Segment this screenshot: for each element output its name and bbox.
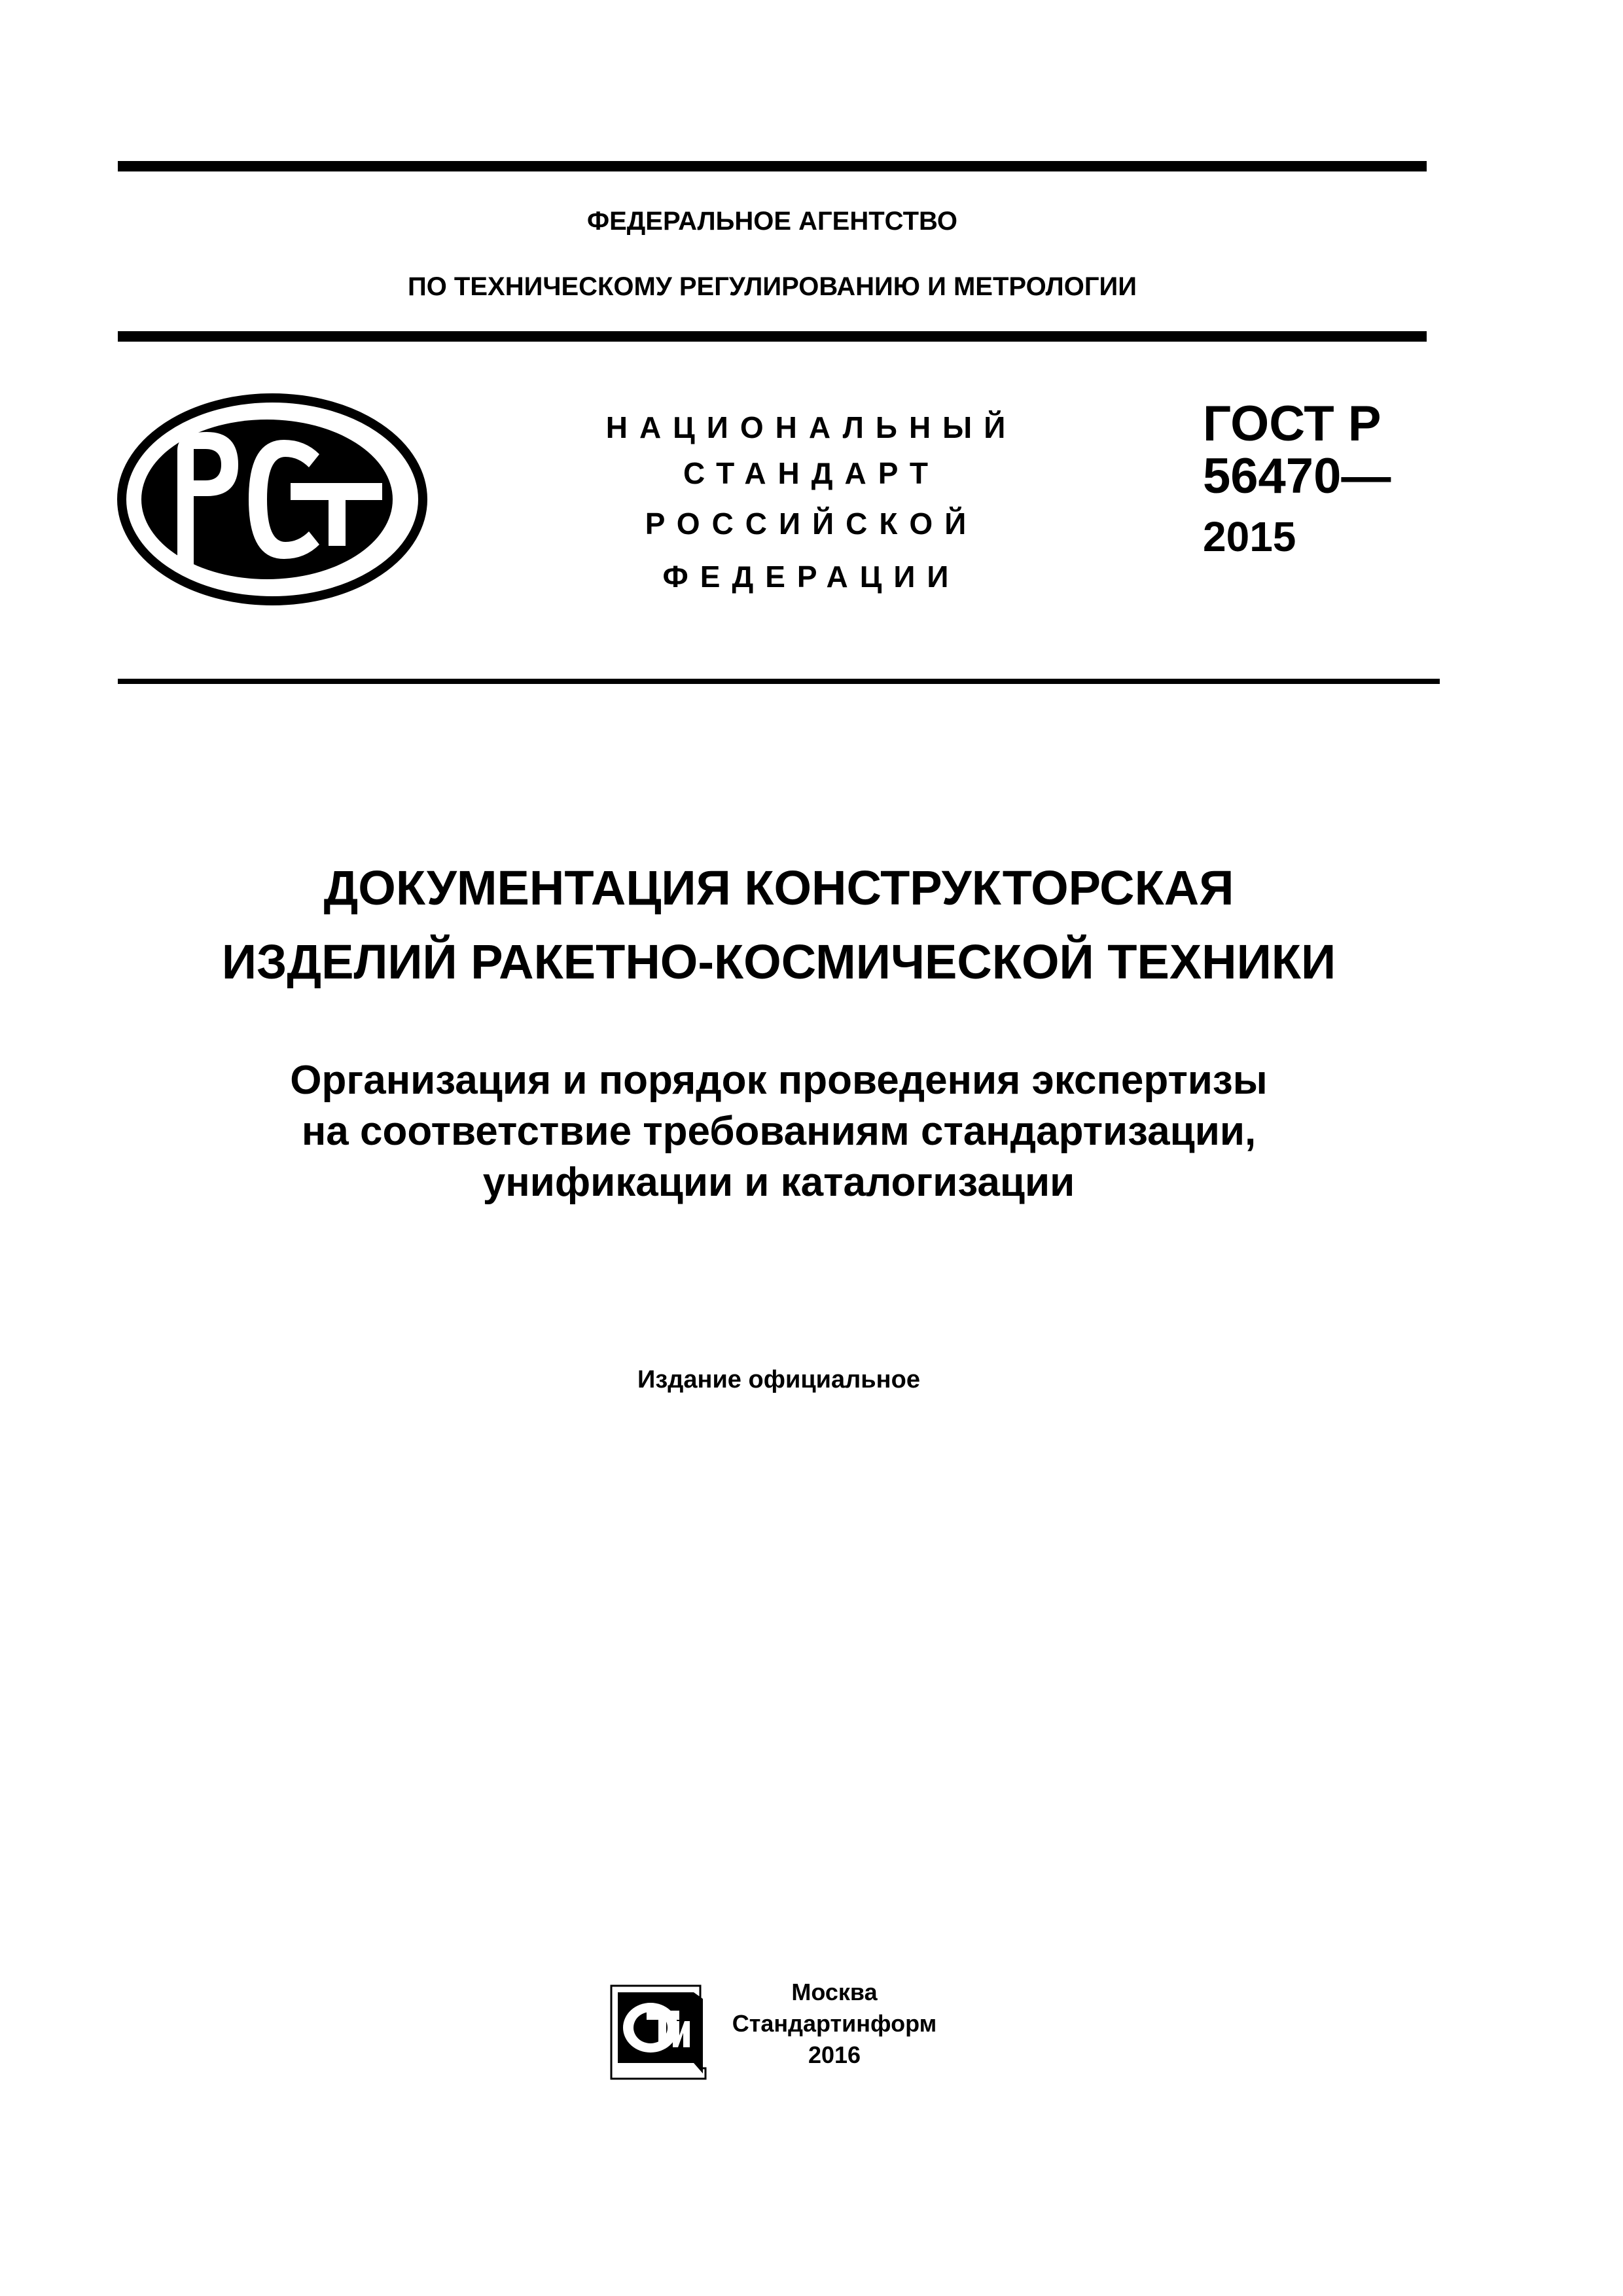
document-title-line-2: ИЗДЕЛИЙ РАКЕТНО-КОСМИЧЕСКОЙ ТЕХНИКИ xyxy=(221,935,1336,989)
publication-year: 2016 xyxy=(808,2041,861,2068)
standard-code-prefix: ГОСТ Р xyxy=(1203,396,1382,452)
top-rule xyxy=(118,161,1427,171)
publisher-city: Москва xyxy=(791,1979,878,2005)
standard-code-number: 56470— xyxy=(1203,448,1391,504)
document-subtitle-line-1: Организация и порядок проведения экспертизы xyxy=(290,1058,1268,1103)
rst-gost-logo-icon xyxy=(115,391,429,607)
document-subtitle-line-3: унификации и каталогизации xyxy=(482,1160,1075,1205)
agency-name-line-2: ПО ТЕХНИЧЕСКОМУ РЕГУЛИРОВАНИЮ И МЕТРОЛОГИИ xyxy=(407,272,1137,301)
national-standard-line-3: РОССИЙСКОЙ xyxy=(645,507,978,541)
national-standard-line-2: СТАНДАРТ xyxy=(683,456,940,490)
standartinform-logo-icon xyxy=(607,1982,709,2083)
national-standard-line-1: НАЦИОНАЛЬНЫЙ xyxy=(605,410,1018,444)
document-subtitle-line-2: на соответствие требованиям стандартизации, xyxy=(301,1109,1257,1154)
national-standard-line-4: ФЕДЕРАЦИИ xyxy=(662,560,961,594)
header-divider-rule xyxy=(118,331,1427,342)
publisher-name: Стандартинформ xyxy=(732,2010,937,2037)
agency-name-line-1: ФЕДЕРАЛЬНОЕ АГЕНТСТВО xyxy=(586,207,958,236)
document-title-line-1: ДОКУМЕНТАЦИЯ КОНСТРУКТОРСКАЯ xyxy=(323,861,1234,915)
header-bottom-rule xyxy=(118,679,1440,684)
official-edition-label: Издание официальное xyxy=(637,1366,920,1393)
standard-code-year: 2015 xyxy=(1203,513,1296,560)
